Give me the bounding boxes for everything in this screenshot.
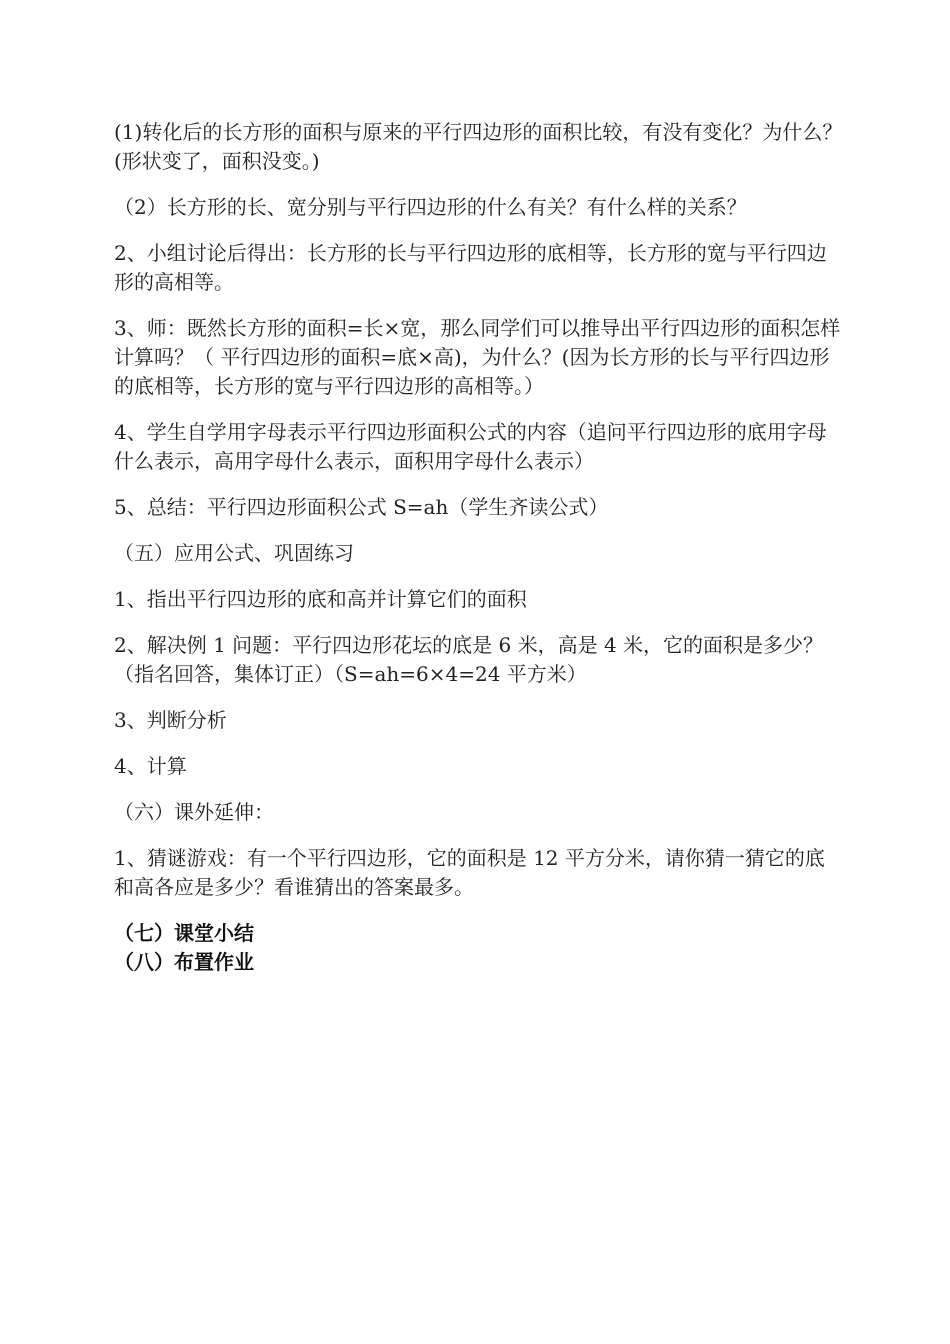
section-heading-6: （六）课外延伸： <box>114 800 274 824</box>
paragraph-3: 2、小组讨论后得出：长方形的长与平行四边形的底相等，长方形的宽与平行四边形的高相等。 <box>114 241 827 294</box>
paragraph-9: 3、判断分析 <box>114 708 227 732</box>
paragraph-4: 3、师：既然长方形的面积=长×宽，那么同学们可以推导出平行四边形的面积怎样计算吗？（ 平行四边形的面积=底×高)，为什么？(因为长方形的长与平行四边形的底相等，长方形的宽与平行四边形的高相等。） <box>114 316 841 398</box>
paragraph-10: 4、计算 <box>114 754 187 778</box>
paragraph-2: （2）长方形的长、宽分别与平行四边形的什么有关？有什么样的关系？ <box>114 195 747 219</box>
paragraph-5: 4、学生自学用字母表示平行四边形面积公式的内容（追问平行四边形的底用字母什么表示，高用字母什么表示，面积用字母什么表示） <box>114 420 827 473</box>
paragraph-8: 2、解决例 1 问题：平行四边形花坛的底是 6 米，高是 4 米，它的面积是多少？（指名回答，集体订正）（S=ah=6×4=24 平方米） <box>114 633 824 686</box>
document-body <box>114 118 844 977</box>
section-heading-7: （七）课堂小结 <box>114 921 254 945</box>
paragraph-11: 1、猜谜游戏：有一个平行四边形，它的面积是 12 平方分米，请你猜一猜它的底和高各应是多少？看谁猜出的答案最多。 <box>114 846 825 899</box>
paragraph-7: 1、指出平行四边形的底和高并计算它们的面积 <box>114 587 527 611</box>
section-heading-5: （五）应用公式、巩固练习 <box>114 541 354 565</box>
section-heading-8: （八）布置作业 <box>114 950 254 974</box>
paragraph-6: 5、总结：平行四边形面积公式 S=ah（学生齐读公式） <box>114 495 609 519</box>
paragraph-1: (1)转化后的长方形的面积与原来的平行四边形的面积比较，有没有变化？为什么？(形状变了，面积没变。) <box>114 120 843 173</box>
